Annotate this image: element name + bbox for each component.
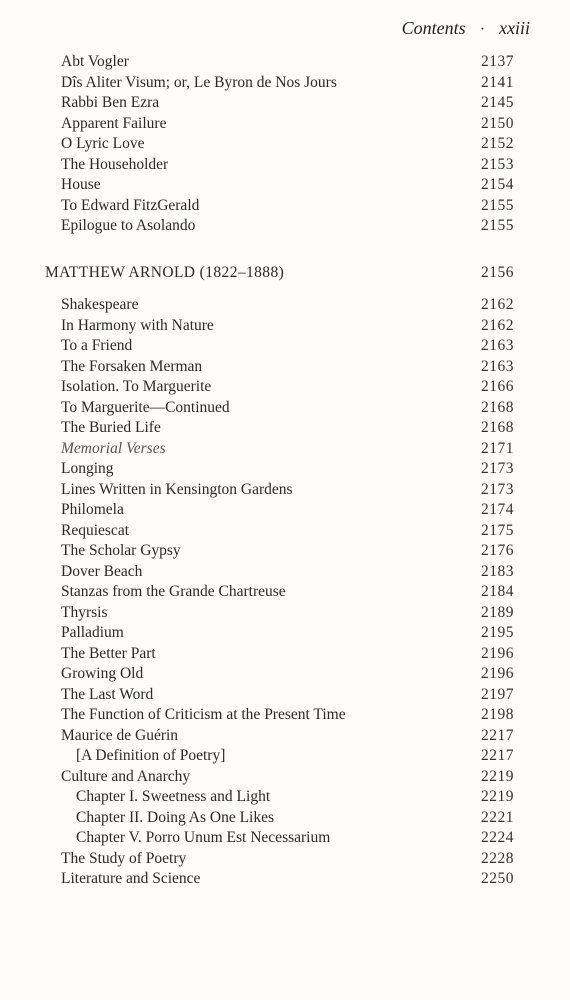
contents-entry [0,562,570,582]
entry-title: Lines Written in Kensington Gardens [61,480,293,498]
contents-entry [0,828,570,848]
entry-title: The Buried Life [61,419,161,436]
entry-page-number: 2183 [481,562,514,580]
entry-page-number: 2173 [481,480,514,498]
contents-entry [0,459,570,479]
entry-title: Growing Old [61,665,144,682]
entry-page-number: 2195 [481,624,514,641]
contents-entry [0,175,570,195]
entry-title: To Edward FitzGerald [61,196,200,214]
entry-page-number: 2217 [481,747,514,764]
entry-title: To Marguerite—Continued [61,398,230,416]
contents-entry [0,787,570,807]
contents-entry [0,746,570,766]
entry-page-number: 2155 [481,217,514,234]
entry-title: Maurice de Guérin [61,726,179,744]
entry-title: Stanzas from the Grande Chartreuse [61,583,286,600]
contents-entry [0,869,570,889]
entry-title: Memorial Verses [61,439,166,457]
entry-page-number: 2224 [481,829,514,846]
contents-entry [0,398,570,418]
contents-entry [0,439,570,459]
contents-entry [0,808,570,828]
author-heading [0,263,570,283]
author-name: MATTHEW ARNOLD (1822–1888) [45,263,285,281]
entry-title: Abt Vogler [61,53,129,70]
entry-page-number: 2219 [481,788,514,805]
entry-page-number: 2156 [481,263,514,281]
entry-page-number: 2155 [481,196,514,214]
entry-title: Isolation. To Marguerite [61,378,212,395]
entry-page-number: 2154 [481,176,514,193]
entry-page-number: 2163 [481,337,514,354]
contents-entry [0,767,570,787]
contents-entry [0,357,570,377]
entry-title: Culture and Anarchy [61,767,191,785]
entry-page-number: 2228 [481,849,514,867]
contents-entry [0,849,570,869]
entry-title: Dîs Aliter Visum; or, Le Byron de Nos Jours [61,73,337,91]
contents-entry [0,134,570,154]
entry-page-number: 2196 [481,665,514,682]
entry-title: O Lyric Love [61,135,145,152]
entry-title: Literature and Science [61,870,201,887]
entry-page-number: 2196 [481,644,514,662]
contents-entry [0,155,570,175]
entry-title: Chapter V. Porro Unum Est Necessarium [76,829,331,846]
entry-page-number: 2166 [481,378,514,395]
entry-title: To a Friend [61,337,133,354]
entry-page-number: 2168 [481,398,514,416]
entry-page-number: 2145 [481,94,514,111]
entry-title: Chapter II. Doing As One Likes [76,808,275,826]
entry-page-number: 2184 [481,583,514,600]
entry-page-number: 2150 [481,114,514,132]
entry-title: Epilogue to Asolando [61,217,196,234]
contents-entry [0,582,570,602]
entry-title: [A Definition of Poetry] [76,747,226,764]
entry-page-number: 2174 [481,501,514,518]
entry-title: The Function of Criticism at the Present Time [61,706,346,723]
contents-entry [0,644,570,664]
entry-page-number: 2162 [481,296,514,313]
entry-title: Thyrsis [61,603,108,621]
entry-page-number: 2198 [481,706,514,723]
entry-page-number: 2197 [481,685,514,703]
running-header-page-number: xxiii [499,18,530,38]
entry-title: Longing [61,460,114,477]
entry-page-number: 2173 [481,460,514,477]
contents-entry [0,685,570,705]
contents-entry [0,521,570,541]
entry-page-number: 2162 [481,316,514,334]
running-header [402,18,530,39]
contents-entry [0,93,570,113]
entry-page-number: 2171 [481,439,514,457]
entry-title: Apparent Failure [61,114,167,132]
entry-page-number: 2250 [481,870,514,887]
entry-page-number: 2175 [481,521,514,539]
entry-page-number: 2189 [481,603,514,621]
entry-page-number: 2219 [481,767,514,785]
entry-page-number: 2217 [481,726,514,744]
contents-entry [0,196,570,216]
contents-entry [0,114,570,134]
contents-entry [0,316,570,336]
contents-entry [0,295,570,315]
entry-page-number: 2176 [481,542,514,559]
entry-title: The Last Word [61,685,154,703]
entry-page-number: 2152 [481,135,514,152]
entry-page-number: 2163 [481,357,514,375]
contents-entry [0,216,570,236]
contents-entry [0,377,570,397]
entry-title: The Householder [61,155,169,173]
entry-page-number: 2153 [481,155,514,173]
entry-title: Requiescat [61,521,130,539]
entry-title: Shakespeare [61,296,139,313]
entry-title: The Better Part [61,644,156,662]
contents-entry [0,418,570,438]
entry-title: The Scholar Gypsy [61,542,181,559]
entry-page-number: 2141 [481,73,514,91]
entry-title: Rabbi Ben Ezra [61,94,160,111]
contents-entry [0,541,570,561]
contents-entry [0,726,570,746]
entry-page-number: 2221 [481,808,514,826]
entry-page-number: 2168 [481,419,514,436]
entry-title: Philomela [61,501,124,518]
entry-title: Dover Beach [61,562,143,580]
running-header-title: Contents [401,18,466,38]
entry-title: Chapter I. Sweetness and Light [76,788,271,805]
entry-title: The Study of Poetry [61,849,187,867]
contents-entry [0,480,570,500]
contents-entry [0,73,570,93]
contents-entry [0,336,570,356]
entry-page-number: 2137 [481,53,514,70]
entry-title: The Forsaken Merman [61,357,203,375]
entry-title: In Harmony with Nature [61,316,214,334]
running-header-separator: · [479,21,486,38]
entry-title: Palladium [61,624,124,641]
contents-entry [0,500,570,520]
contents-entry [0,623,570,643]
contents-entry [0,664,570,684]
contents-entry [0,603,570,623]
entry-title: House [61,176,101,193]
contents-entry [0,705,570,725]
contents-entry [0,52,570,72]
